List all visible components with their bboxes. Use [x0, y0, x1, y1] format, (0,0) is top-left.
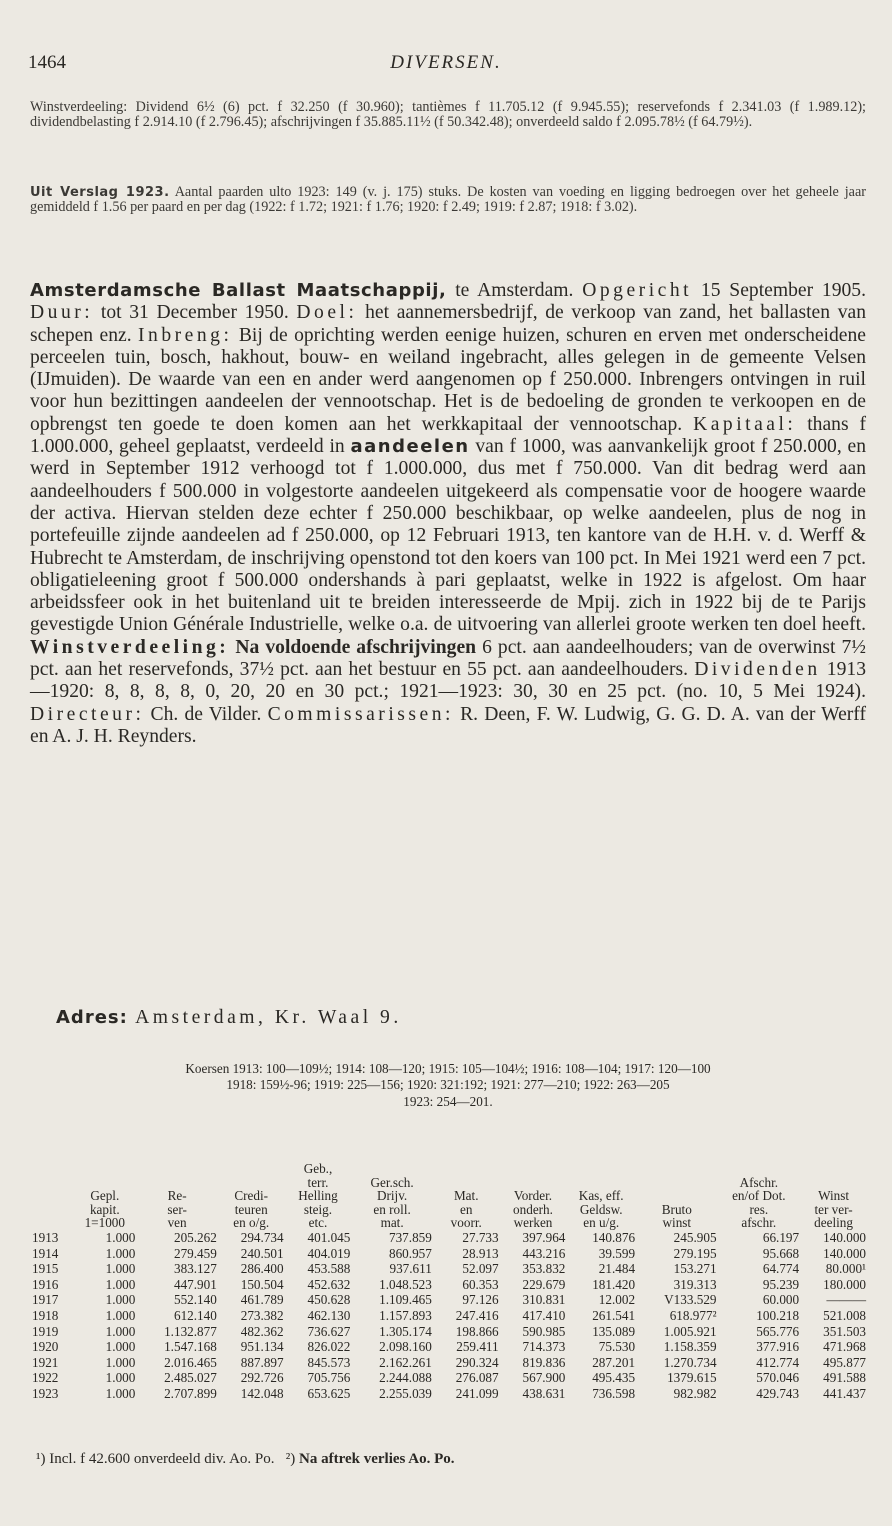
- table-cell: 1.000: [105, 1292, 136, 1308]
- table-header-cell: Gepl. kapit. 1=1000: [84, 1188, 125, 1231]
- table-cell: 66.197: [762, 1229, 800, 1245]
- table-cell: 521.008: [823, 1307, 866, 1323]
- table-cell: 1379.615: [667, 1370, 717, 1386]
- table-cell: 100.218: [756, 1307, 800, 1323]
- table-cell: 287.201: [592, 1354, 636, 1370]
- table-row: [31, 1370, 867, 1386]
- table-cell: 1.000: [105, 1323, 136, 1339]
- table-header-cell: Ger.sch. Drijv. en roll. mat.: [370, 1174, 414, 1231]
- table-cell: 142.048: [240, 1385, 284, 1401]
- capital-text-a: thans f 1.000.000, geheel geplaatst, verdeeld in: [30, 413, 866, 458]
- table-cell: 1.270.734: [663, 1354, 717, 1370]
- duration-label: Duur:: [30, 302, 94, 324]
- quotes-line-3: 1923: 254—201.: [403, 1093, 493, 1109]
- table-cell: 2.707.899: [164, 1385, 217, 1401]
- table-cell: 310.831: [522, 1292, 566, 1308]
- table-row: [31, 1230, 867, 1246]
- table-cell: 612.140: [173, 1307, 217, 1323]
- table-cell: 292.726: [240, 1370, 284, 1386]
- table-cell: V133.529: [664, 1292, 717, 1308]
- table-cell: 245.905: [673, 1229, 717, 1245]
- table-cell: 75.530: [598, 1339, 636, 1355]
- running-title: DIVERSEN.: [390, 52, 502, 73]
- table-cell: 441.437: [823, 1385, 866, 1401]
- table-cell: 241.099: [455, 1385, 499, 1401]
- contribution-label: Inbreng:: [138, 324, 233, 346]
- quotes-line-1: Koersen 1913: 100—109½; 1914: 108—120; 1915: 105—104½; 1916: 108—104; 1917: 120—100: [185, 1061, 711, 1076]
- director-text: Ch. de Vilder.: [144, 703, 268, 725]
- table-cell: 60.000: [762, 1292, 800, 1308]
- table-cell: 471.968: [823, 1339, 866, 1355]
- table-cell: 1.000: [105, 1339, 136, 1355]
- purpose-text: het aannemersbedrijf, de verkoop van zand, het ballasten van schepen enz.: [30, 302, 866, 346]
- table-cell: 461.789: [240, 1292, 284, 1308]
- table-cell: 1.000: [105, 1354, 136, 1370]
- shares-word: aandeelen: [350, 436, 470, 458]
- table-cell: 181.420: [592, 1276, 636, 1292]
- table-year-cell: 1913: [32, 1229, 59, 1245]
- table-cell: 401.045: [307, 1229, 351, 1245]
- commissioners-label: Commissarissen:: [267, 703, 454, 725]
- table-row: [31, 1246, 867, 1262]
- footnote-1-mark: ¹): [36, 1451, 46, 1467]
- table-cell: 2.016.465: [164, 1354, 217, 1370]
- duration-text: tot 31 December 1950.: [93, 302, 297, 324]
- profit-bold: Na voldoende afschrijvingen: [229, 636, 477, 658]
- table-cell: 290.324: [455, 1354, 499, 1370]
- table-cell: 404.019: [307, 1245, 351, 1261]
- table-cell: 2.485.027: [164, 1370, 217, 1386]
- page-number: 1464: [28, 52, 66, 73]
- table-cell: 412.774: [756, 1354, 800, 1370]
- table-cell: 1.000: [105, 1370, 136, 1386]
- table-cell: 552.140: [173, 1292, 217, 1308]
- table-cell: 845.573: [307, 1354, 351, 1370]
- table-cell: 2.244.088: [379, 1370, 432, 1386]
- table-cell: 443.216: [522, 1245, 566, 1261]
- table-cell: 982.982: [673, 1385, 717, 1401]
- table-year-cell: 1923: [32, 1385, 59, 1401]
- capital-label: Kapitaal:: [693, 413, 797, 435]
- table-cell: 860.957: [388, 1245, 432, 1261]
- table-cell: 353.832: [522, 1261, 566, 1277]
- table-cell: 153.271: [673, 1261, 717, 1277]
- table-cell: 826.022: [307, 1339, 351, 1355]
- company-name: Amsterdamsche Ballast Maatschappij,: [30, 280, 447, 301]
- table-body: [31, 1230, 867, 1402]
- table-cell: 495.435: [592, 1370, 636, 1386]
- table-cell: 1.000: [105, 1229, 136, 1245]
- table-cell: 1.000: [105, 1307, 136, 1323]
- table-cell: 736.627: [307, 1323, 351, 1339]
- table-cell: 52.097: [462, 1261, 499, 1277]
- table-cell: 319.313: [673, 1276, 717, 1292]
- table-cell: 97.126: [462, 1292, 499, 1308]
- table-cell: 618.977²: [669, 1307, 717, 1323]
- table-cell: 135.089: [592, 1323, 636, 1339]
- table-header-cell: Kas, eff. Geldsw. en u/g.: [578, 1188, 624, 1231]
- dividend-label: Dividenden: [694, 659, 821, 681]
- table-cell: 570.046: [756, 1370, 800, 1386]
- table-header-cell: Mat. en voorr.: [450, 1188, 482, 1231]
- table-year-cell: 1918: [32, 1307, 59, 1323]
- table-cell: 95.239: [762, 1276, 800, 1292]
- table-row: [31, 1308, 867, 1324]
- table-year-cell: 1919: [32, 1323, 59, 1339]
- table-year-cell: 1916: [32, 1276, 59, 1292]
- table-header-cell: Re- ser- ven: [167, 1188, 187, 1231]
- table-cell: 951.134: [240, 1339, 284, 1355]
- footnote-1-text: Incl. f 42.600 onverdeeld div. Ao. Po.: [45, 1451, 275, 1467]
- table-year-cell: 1920: [32, 1339, 59, 1355]
- purpose-label: Doel:: [296, 302, 358, 324]
- table-cell: 240.501: [240, 1245, 284, 1261]
- profit-label: Winstverdeeling:: [30, 636, 230, 658]
- table-cell: 1.048.523: [379, 1276, 432, 1292]
- company-paragraph: [30, 280, 866, 748]
- table-cell: 1.132.877: [164, 1323, 217, 1339]
- address-label: Adres:: [56, 1007, 128, 1028]
- table-cell: 1.158.359: [663, 1339, 717, 1355]
- table-cell: 450.628: [307, 1292, 351, 1308]
- table-cell: 1.547.168: [164, 1339, 217, 1355]
- table-cell: 452.632: [307, 1276, 351, 1292]
- report-heading: Uit Verslag 1923.: [30, 185, 170, 200]
- table-header-cell: [31, 1162, 73, 1230]
- table-cell: 565.776: [756, 1323, 800, 1339]
- table-cell: 180.000: [823, 1276, 866, 1292]
- table-cell: 276.087: [455, 1370, 499, 1386]
- table-cell: 247.416: [455, 1307, 499, 1323]
- table-cell: 429.743: [756, 1385, 800, 1401]
- company-entry: [30, 280, 866, 748]
- table-cell: 397.964: [522, 1229, 566, 1245]
- table-header-cell: Geb., terr. Helling steig. etc.: [298, 1161, 338, 1231]
- table-cell: 1.000: [105, 1276, 136, 1292]
- table-row: [31, 1261, 867, 1277]
- table-cell: 887.897: [240, 1354, 284, 1370]
- table-cell: 259.411: [456, 1339, 499, 1355]
- director-label: Directeur:: [30, 703, 145, 725]
- table-row: [31, 1355, 867, 1371]
- table-cell: 2.162.261: [379, 1354, 432, 1370]
- footnote-2-text: Na aftrek verlies Ao. Po.: [295, 1451, 455, 1467]
- address-text: Amsterdam, Kr. Waal 9.: [127, 1007, 402, 1028]
- table-cell: 590.985: [522, 1323, 566, 1339]
- table-cell: 279.195: [673, 1245, 717, 1261]
- table-cell: 491.588: [823, 1370, 866, 1386]
- table-cell: 453.588: [307, 1261, 351, 1277]
- table-row: [31, 1386, 867, 1402]
- table-header-row: [31, 1162, 867, 1230]
- table-cell: 1.305.174: [379, 1323, 432, 1339]
- address-line: [56, 1007, 402, 1029]
- founded-label: Opgericht: [582, 280, 693, 301]
- table-header-cell: Afschr. en/of Dot. res. afschr.: [732, 1174, 786, 1231]
- table-cell: 64.774: [762, 1261, 800, 1277]
- table-cell: 2.255.039: [379, 1385, 432, 1401]
- table-cell: 140.000: [823, 1245, 866, 1261]
- table-cell: 140.876: [592, 1229, 636, 1245]
- table-year-cell: 1917: [32, 1292, 59, 1308]
- table-cell: 482.362: [240, 1323, 284, 1339]
- quotes-line-2: 1918: 159½-96; 1919: 225—156; 1920: 321:192; 1921: 277—210; 1922: 263—205: [226, 1077, 670, 1093]
- table-cell: 1.157.893: [379, 1307, 432, 1323]
- founded-text: 15 September 1905.: [692, 280, 866, 301]
- page-header: [28, 52, 864, 82]
- table-header-cell: Bruto winst: [661, 1201, 692, 1231]
- table-year-cell: 1922: [32, 1370, 59, 1386]
- table-cell: 1.000: [105, 1245, 136, 1261]
- table-cell: 567.900: [522, 1370, 566, 1386]
- table-cell: 140.000: [823, 1229, 866, 1245]
- table-row: [31, 1324, 867, 1340]
- commissioners-text: R. Deen, F. W. Ludwig, G. G. D. A. van der Werff en A. J. H. Reynders.: [30, 703, 866, 747]
- table-cell: 737.859: [388, 1229, 432, 1245]
- table-cell: 383.127: [173, 1261, 217, 1277]
- report-text: Aantal paarden ulto 1923: 149 (v. j. 175) stuks. De kosten van voeding en ligging bedroegen over het geheele jaar gemiddeld f 1.56 per paard en per dag (1922: f 1.72; 1921: f 1.76; 1920: f 2.49; 1919: f 2.87; 1918: f 3.02).: [30, 184, 867, 216]
- table-cell: 12.002: [598, 1292, 636, 1308]
- table-header-cell: Credi- teuren en o/g.: [233, 1188, 270, 1231]
- table-cell: 28.913: [462, 1245, 499, 1261]
- table-cell: 273.382: [240, 1307, 284, 1323]
- share-price-quotes: [30, 1061, 866, 1110]
- table-cell: 150.504: [240, 1276, 284, 1292]
- table-row: [31, 1277, 867, 1293]
- contribution-text: Bij de oprichting werden eenige huizen, schuren en erven met onderscheidene perceelen tuin, bosch, hakhout, bouw- en weiland ingebracht, alles gelegen in de gemeente Velsen (IJmuiden). De waarde van een en ander werd aangenomen op f 250.000. Inbrengers ontvingen in ruil voor hun bezittingen aandeelen der vennootschap. Het is de bedoeling de gronden te verkoopen en de opbrengst ten goede te doen komen aan het werkkapitaal der vennootschap.: [30, 324, 866, 435]
- table-cell: 937.611: [389, 1261, 432, 1277]
- previous-entry-text: Winstverdeeling: Dividend 6½ (6) pct. f 32.250 (f 30.960); tantièmes f 11.705.12 (f 9.945.55); reservefonds f 2.341.03 (f 1.989.12); dividendbelasting f 2.914.10 (f 2.796.45); afschrijvingen f 35.885.11½ (f 50.342.48); onverdeeld saldo f 2.095.78½ (f 64.79½).: [30, 99, 866, 131]
- table-cell: 60.353: [462, 1276, 499, 1292]
- table-header-cell: Vorder. onderh. werken: [513, 1188, 553, 1231]
- table-row: [31, 1339, 867, 1355]
- table-cell: 819.836: [522, 1354, 566, 1370]
- table-cell: 27.733: [462, 1229, 499, 1245]
- annual-report-paragraph: [30, 185, 866, 216]
- table-cell: 205.262: [173, 1229, 217, 1245]
- table-cell: 351.503: [823, 1323, 866, 1339]
- dividend-text: 1913—1920: 8, 8, 8, 8, 0, 20, 20 en 30 pct.; 1921—1923: 30, 30 en 25 pct. (no. 10, 5 Mei 1924).: [30, 659, 866, 703]
- table-header-cell: Winst ter ver- deeling: [814, 1188, 853, 1231]
- table-cell: 1.005.921: [663, 1323, 717, 1339]
- table-cell: 462.130: [307, 1307, 351, 1323]
- table-cell: 714.373: [522, 1339, 566, 1355]
- footnotes: [36, 1451, 455, 1468]
- table-year-cell: 1921: [32, 1354, 59, 1370]
- capital-text-b: van f 1000, was aanvankelijk groot f 250.000, en werd in September 1912 verhoogd tot f 1.000.000, dus met f 750.000. Van dit bedrag werd aan aandeelhouders f 500.000 in volgestorte aandeelen uitgekeerd als compensatie voor de hoogere waarde der activa. Hiervan stelden deze echter f 250.000 beschikbaar, op welke aandeelen, plus de nog in portefeuille zijnde aandeelen ad f 250.000, op 12 Februari 1913, ten kantore van de H.H. v. d. Werff & Hubrecht te Amsterdam, de inschrijving openstond tot den koers van 100 pct. In Mei 1921 werd een 7 pct. obligatieleening groot f 500.000 ondershands à pari geplaatst, welke in 1922 is afgelost. Om haar arbeidssfeer ook in het buitenland uit te breiden interesseerde de Mpij. zich in 1922 bij de te Parijs gevestigde Union Générale Industrielle, welke o.a. de uitvoering van allerlei groote werken ten doel heeft.: [30, 436, 866, 636]
- table-cell: 2.098.160: [379, 1339, 432, 1355]
- footnote-2-mark: ²): [285, 1451, 296, 1467]
- table-cell: 294.734: [240, 1229, 284, 1245]
- table-cell: 1.000: [105, 1261, 136, 1277]
- table-cell: 1.109.465: [379, 1292, 432, 1308]
- table-cell: 198.866: [455, 1323, 499, 1339]
- table-cell: 377.916: [756, 1339, 800, 1355]
- table-cell: 495.877: [823, 1354, 866, 1370]
- table-year-cell: 1915: [32, 1261, 59, 1277]
- table-year-cell: 1914: [32, 1245, 59, 1261]
- table-cell: 21.484: [598, 1261, 636, 1277]
- table-cell: 1.000: [105, 1385, 136, 1401]
- table-cell: 229.679: [522, 1276, 566, 1292]
- table-cell: 286.400: [240, 1261, 284, 1277]
- table-cell: 279.459: [173, 1245, 217, 1261]
- table-cell: 80.000¹: [825, 1261, 866, 1277]
- table-cell: 261.541: [592, 1307, 636, 1323]
- table-cell: 736.598: [592, 1385, 636, 1401]
- table-cell: 653.625: [307, 1385, 351, 1401]
- financial-table: [31, 1162, 867, 1402]
- table-cell: 438.631: [522, 1385, 566, 1401]
- table-cell: ———: [826, 1292, 866, 1308]
- company-location: te Amsterdam.: [446, 280, 574, 301]
- table-cell: 95.668: [762, 1245, 800, 1261]
- table-cell: 705.756: [307, 1370, 351, 1386]
- table-cell: 447.901: [173, 1276, 217, 1292]
- profit-text: 6 pct. aan aandeelhouders; van de overwinst 7½ pct. aan het reservefonds, 37½ pct. aan het bestuur en 55 pct. aan aandeelhouders.: [30, 636, 867, 681]
- table-row: [31, 1292, 867, 1308]
- table-cell: 39.599: [598, 1245, 636, 1261]
- table-cell: 417.410: [522, 1307, 566, 1323]
